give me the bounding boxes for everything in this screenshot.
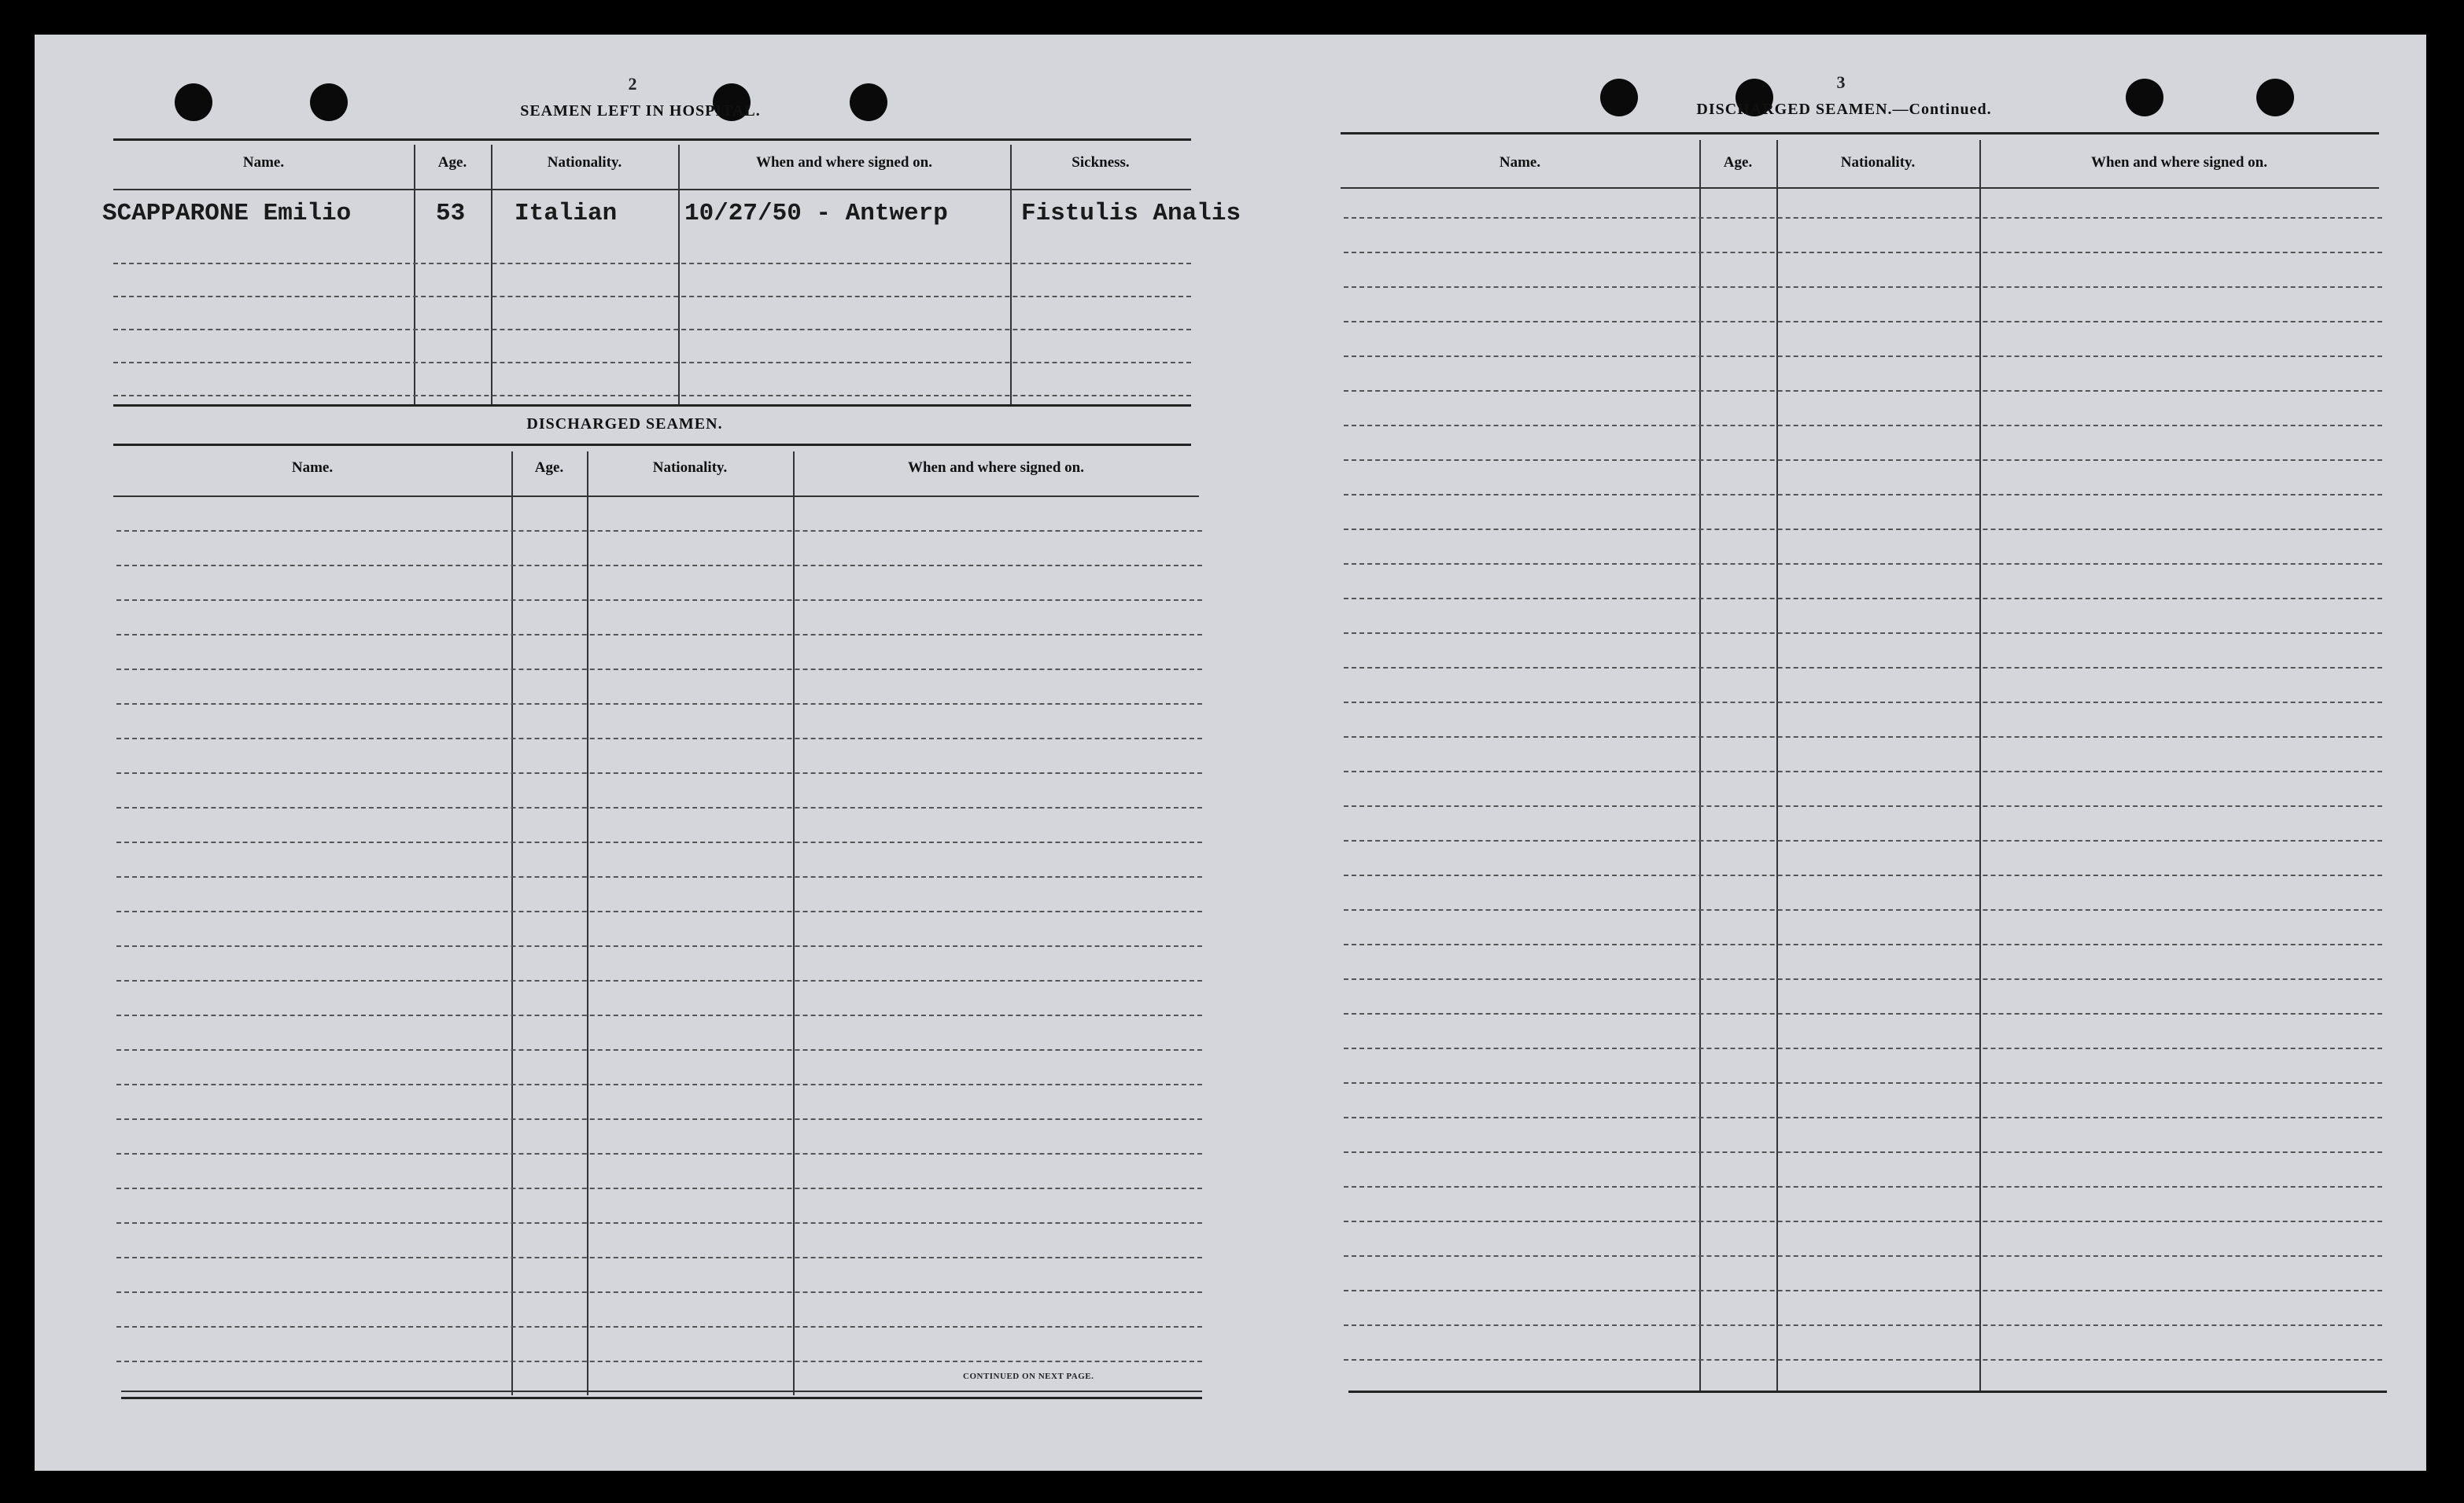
dotted-row-line (1344, 598, 2382, 599)
dotted-row-line (1344, 286, 2382, 288)
dotted-row-line (116, 1153, 1202, 1155)
column-header-age: Age. (534, 459, 564, 476)
table-top-rule (113, 444, 1191, 446)
dotted-row-line (1344, 1359, 2382, 1361)
dotted-row-line (113, 263, 1191, 264)
column-divider (678, 145, 680, 404)
column-header-sickness: Sickness. (1072, 154, 1130, 171)
column-divider (1699, 140, 1701, 1391)
dotted-row-line (1344, 1082, 2382, 1084)
left-page (35, 35, 1241, 1471)
dotted-row-line (1344, 944, 2382, 945)
dotted-row-line (1344, 252, 2382, 253)
hospital-row-nationality: Italian (515, 200, 618, 227)
column-divider (1979, 140, 1981, 1391)
column-header-signed-on: When and where signed on. (2090, 154, 2267, 171)
table-header-rule (1341, 187, 2379, 189)
column-divider (1010, 145, 1012, 404)
table-top-rule (113, 138, 1191, 141)
dotted-row-line (1344, 217, 2382, 219)
column-divider (587, 451, 588, 1395)
dotted-row-line (116, 669, 1202, 670)
dotted-row-line (1344, 1013, 2382, 1015)
document-sheet (35, 35, 2426, 1471)
dotted-row-line (1344, 494, 2382, 495)
column-divider (414, 145, 415, 404)
hospital-section-title: SEAMEN LEFT IN HOSPITAL. (520, 102, 761, 120)
dotted-row-line (1344, 1324, 2382, 1326)
hospital-row-signed-on: 10/27/50 - Antwerp (684, 200, 948, 227)
column-divider (1776, 140, 1778, 1391)
table-top-rule (1341, 132, 2379, 134)
dotted-row-line (116, 842, 1202, 843)
right-page (1230, 35, 2426, 1471)
discharged-section-title: DISCHARGED SEAMEN. (526, 415, 723, 433)
column-divider (491, 145, 492, 404)
hospital-row-name: SCAPPARONE Emilio (102, 200, 352, 227)
column-header-nationality: Nationality. (652, 459, 728, 476)
dotted-row-line (116, 1257, 1202, 1258)
table-bottom-rule (1348, 1391, 2387, 1393)
dotted-row-line (1344, 1186, 2382, 1188)
dotted-row-line (116, 807, 1202, 809)
dotted-row-line (116, 530, 1202, 532)
table-header-rule (113, 495, 1199, 497)
dotted-row-line (1344, 736, 2382, 738)
dotted-row-line (116, 703, 1202, 705)
dotted-row-line (1344, 321, 2382, 322)
dotted-row-line (1344, 771, 2382, 772)
column-header-age: Age. (1723, 154, 1753, 171)
dotted-row-line (1344, 529, 2382, 530)
dotted-row-line (116, 1361, 1202, 1362)
dotted-row-line (116, 1084, 1202, 1085)
dotted-row-line (113, 362, 1191, 363)
dotted-row-line (116, 1015, 1202, 1016)
dotted-row-line (1344, 390, 2382, 392)
table-bottom-rule (121, 1397, 1202, 1399)
dotted-row-line (116, 876, 1202, 878)
hospital-row-age: 53 (436, 200, 466, 227)
dotted-row-line (1344, 805, 2382, 807)
dotted-row-line (1344, 840, 2382, 842)
dotted-row-line (116, 1188, 1202, 1189)
column-header-nationality: Nationality. (547, 154, 622, 171)
dotted-row-line (1344, 875, 2382, 876)
column-header-signed-on: When and where signed on. (755, 154, 932, 171)
dotted-row-line (116, 980, 1202, 982)
dotted-row-line (116, 911, 1202, 912)
dotted-row-line (116, 1326, 1202, 1328)
dotted-row-line (116, 945, 1202, 947)
dotted-row-line (1344, 1151, 2382, 1153)
table-bottom-rule (113, 404, 1191, 407)
column-header-name: Name. (291, 459, 334, 476)
column-divider (511, 451, 513, 1395)
dotted-row-line (1344, 702, 2382, 703)
dotted-row-line (1344, 563, 2382, 565)
column-header-age: Age. (437, 154, 467, 171)
dotted-row-line (1344, 459, 2382, 461)
dotted-row-line (116, 634, 1202, 635)
dotted-row-line (116, 738, 1202, 739)
dotted-row-line (116, 1291, 1202, 1293)
hospital-row-sickness: Fistulis Analis (1021, 200, 1241, 227)
dotted-row-line (1344, 632, 2382, 634)
discharged-continued-title: DISCHARGED SEAMEN.—Continued. (1696, 101, 1992, 118)
column-header-nationality: Nationality. (1840, 154, 1916, 171)
dotted-row-line (1344, 909, 2382, 911)
dotted-row-line (113, 329, 1191, 330)
continued-note: CONTINUED ON NEXT PAGE. (963, 1372, 1094, 1381)
page-number: 3 (1836, 72, 1846, 92)
dotted-row-line (116, 1118, 1202, 1120)
dotted-row-line (116, 1049, 1202, 1051)
dotted-row-line (116, 565, 1202, 566)
dotted-row-line (116, 772, 1202, 774)
dotted-row-line (1344, 355, 2382, 357)
dotted-row-line (1344, 1290, 2382, 1291)
dotted-row-line (116, 1222, 1202, 1224)
table-header-rule (113, 189, 1191, 190)
table-bottom-rule (121, 1391, 1202, 1392)
dotted-row-line (116, 599, 1202, 601)
dotted-row-line (1344, 1221, 2382, 1222)
dotted-row-line (113, 395, 1191, 396)
dotted-row-line (1344, 425, 2382, 426)
dotted-row-line (1344, 978, 2382, 980)
dotted-row-line (1344, 667, 2382, 669)
column-divider (793, 451, 795, 1395)
dotted-row-line (1344, 1255, 2382, 1257)
dotted-row-line (113, 296, 1191, 297)
column-header-name: Name. (242, 154, 285, 171)
dotted-row-line (1344, 1117, 2382, 1118)
column-header-name: Name. (1499, 154, 1541, 171)
dotted-row-line (1344, 1048, 2382, 1049)
page-number: 2 (628, 74, 637, 94)
column-header-signed-on: When and where signed on. (907, 459, 1084, 476)
